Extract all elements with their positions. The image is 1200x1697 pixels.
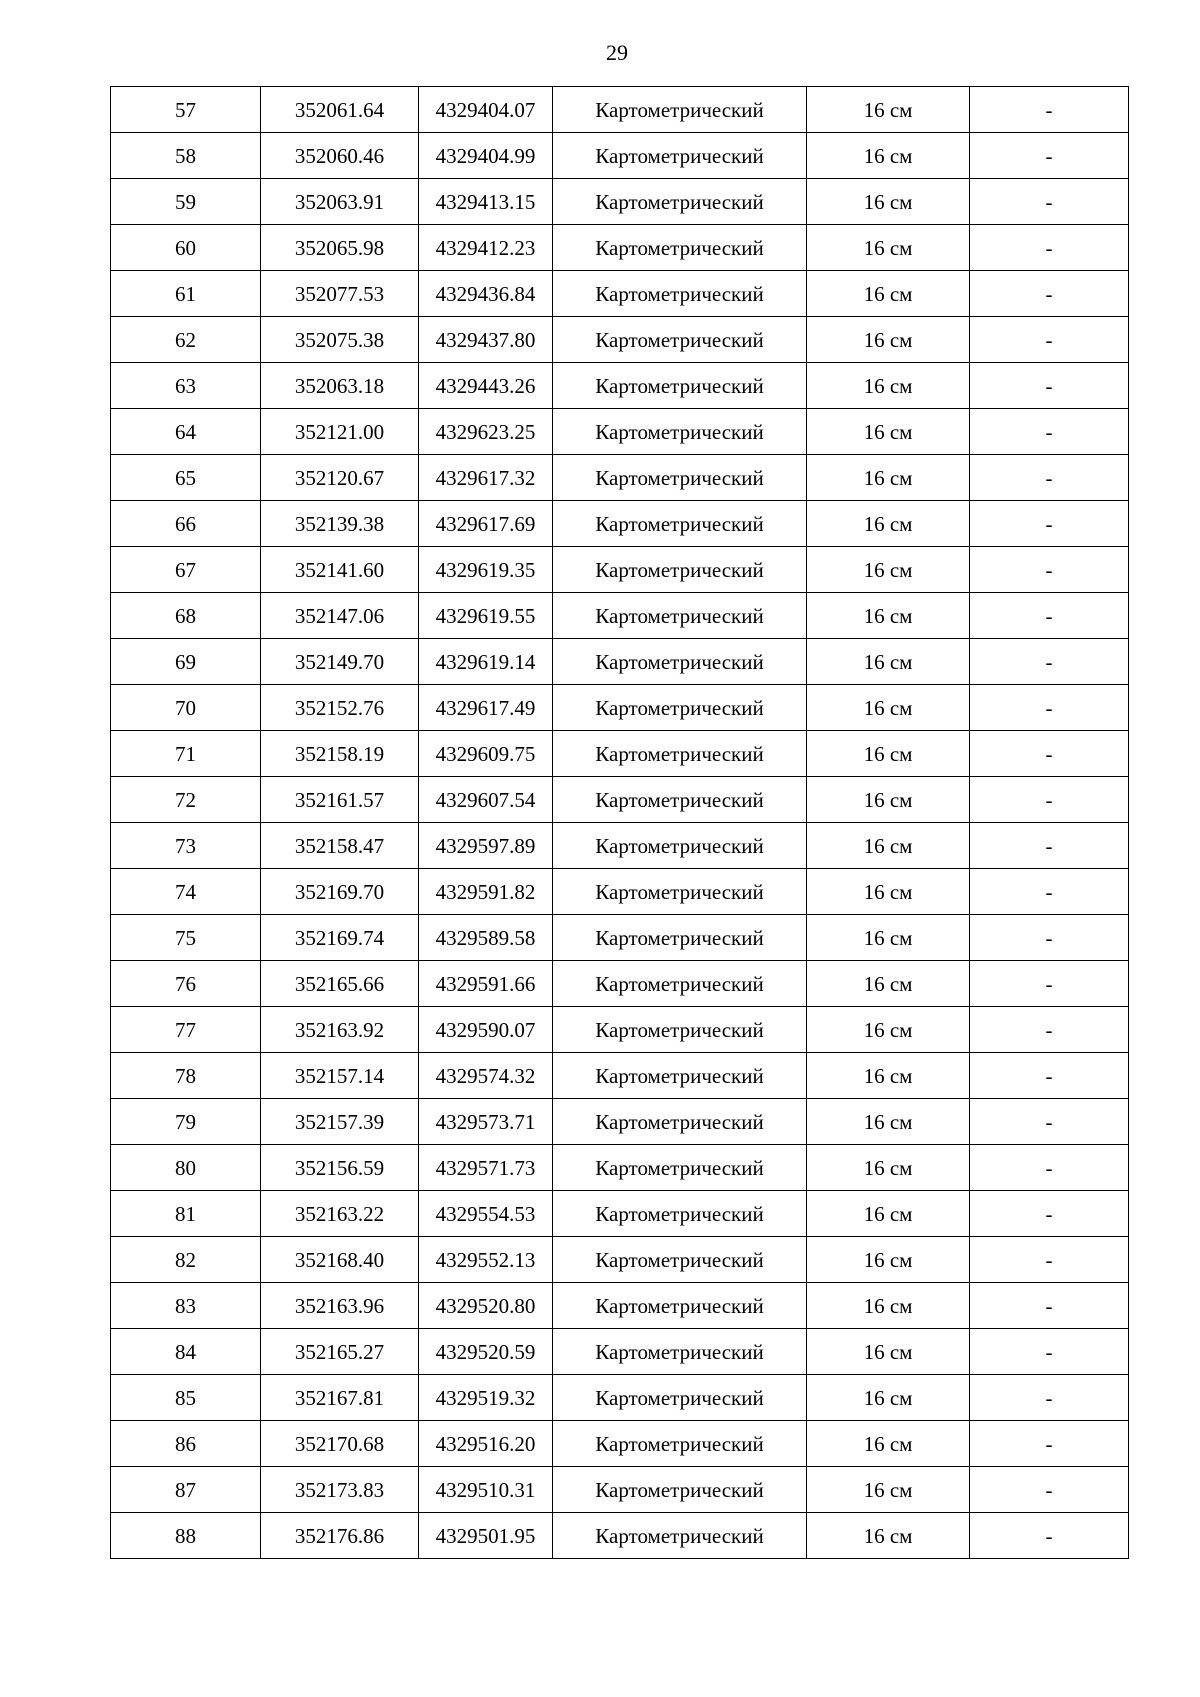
precision-cell: 16 см bbox=[807, 593, 970, 639]
description-cell: - bbox=[970, 317, 1129, 363]
x-coordinate-cell: 352176.86 bbox=[261, 1513, 419, 1559]
y-coordinate-cell: 4329617.32 bbox=[419, 455, 553, 501]
precision-cell: 16 см bbox=[807, 1329, 970, 1375]
point-number-cell: 67 bbox=[111, 547, 261, 593]
method-cell: Картометрический bbox=[553, 639, 807, 685]
precision-cell: 16 см bbox=[807, 731, 970, 777]
precision-cell: 16 см bbox=[807, 1283, 970, 1329]
point-number-cell: 83 bbox=[111, 1283, 261, 1329]
y-coordinate-cell: 4329404.07 bbox=[419, 87, 553, 133]
method-cell: Картометрический bbox=[553, 133, 807, 179]
x-coordinate-cell: 352121.00 bbox=[261, 409, 419, 455]
y-coordinate-cell: 4329617.49 bbox=[419, 685, 553, 731]
table-row bbox=[111, 1145, 1129, 1191]
description-cell: - bbox=[970, 1375, 1129, 1421]
table-row bbox=[111, 317, 1129, 363]
point-number-cell: 86 bbox=[111, 1421, 261, 1467]
method-cell: Картометрический bbox=[553, 1145, 807, 1191]
x-coordinate-cell: 352120.67 bbox=[261, 455, 419, 501]
description-cell: - bbox=[970, 1237, 1129, 1283]
x-coordinate-cell: 352163.92 bbox=[261, 1007, 419, 1053]
precision-cell: 16 см bbox=[807, 409, 970, 455]
method-cell: Картометрический bbox=[553, 731, 807, 777]
x-coordinate-cell: 352158.19 bbox=[261, 731, 419, 777]
description-cell: - bbox=[970, 823, 1129, 869]
method-cell: Картометрический bbox=[553, 1421, 807, 1467]
table-row bbox=[111, 1421, 1129, 1467]
description-cell: - bbox=[970, 501, 1129, 547]
point-number-cell: 59 bbox=[111, 179, 261, 225]
x-coordinate-cell: 352147.06 bbox=[261, 593, 419, 639]
table-row bbox=[111, 1237, 1129, 1283]
y-coordinate-cell: 4329412.23 bbox=[419, 225, 553, 271]
point-number-cell: 72 bbox=[111, 777, 261, 823]
x-coordinate-cell: 352075.38 bbox=[261, 317, 419, 363]
precision-cell: 16 см bbox=[807, 225, 970, 271]
table-row bbox=[111, 777, 1129, 823]
description-cell: - bbox=[970, 1053, 1129, 1099]
precision-cell: 16 см bbox=[807, 1007, 970, 1053]
point-number-cell: 76 bbox=[111, 961, 261, 1007]
method-cell: Картометрический bbox=[553, 179, 807, 225]
precision-cell: 16 см bbox=[807, 317, 970, 363]
x-coordinate-cell: 352165.66 bbox=[261, 961, 419, 1007]
method-cell: Картометрический bbox=[553, 271, 807, 317]
precision-cell: 16 см bbox=[807, 179, 970, 225]
y-coordinate-cell: 4329619.14 bbox=[419, 639, 553, 685]
table-row bbox=[111, 1191, 1129, 1237]
point-number-cell: 84 bbox=[111, 1329, 261, 1375]
table-row bbox=[111, 1467, 1129, 1513]
description-cell: - bbox=[970, 1145, 1129, 1191]
point-number-cell: 75 bbox=[111, 915, 261, 961]
point-number-cell: 62 bbox=[111, 317, 261, 363]
x-coordinate-cell: 352163.22 bbox=[261, 1191, 419, 1237]
description-cell: - bbox=[970, 363, 1129, 409]
precision-cell: 16 см bbox=[807, 455, 970, 501]
precision-cell: 16 см bbox=[807, 1237, 970, 1283]
description-cell: - bbox=[970, 87, 1129, 133]
table-row bbox=[111, 823, 1129, 869]
point-number-cell: 79 bbox=[111, 1099, 261, 1145]
method-cell: Картометрический bbox=[553, 823, 807, 869]
x-coordinate-cell: 352065.98 bbox=[261, 225, 419, 271]
table-row bbox=[111, 87, 1129, 133]
description-cell: - bbox=[970, 777, 1129, 823]
table-row bbox=[111, 915, 1129, 961]
precision-cell: 16 см bbox=[807, 1145, 970, 1191]
table-row bbox=[111, 363, 1129, 409]
method-cell: Картометрический bbox=[553, 777, 807, 823]
point-number-cell: 65 bbox=[111, 455, 261, 501]
point-number-cell: 78 bbox=[111, 1053, 261, 1099]
precision-cell: 16 см bbox=[807, 823, 970, 869]
method-cell: Картометрический bbox=[553, 593, 807, 639]
y-coordinate-cell: 4329607.54 bbox=[419, 777, 553, 823]
y-coordinate-cell: 4329520.80 bbox=[419, 1283, 553, 1329]
y-coordinate-cell: 4329501.95 bbox=[419, 1513, 553, 1559]
precision-cell: 16 см bbox=[807, 639, 970, 685]
method-cell: Картометрический bbox=[553, 225, 807, 271]
precision-cell: 16 см bbox=[807, 363, 970, 409]
description-cell: - bbox=[970, 1467, 1129, 1513]
precision-cell: 16 см bbox=[807, 869, 970, 915]
coordinates-table bbox=[110, 86, 1129, 1559]
point-number-cell: 69 bbox=[111, 639, 261, 685]
description-cell: - bbox=[970, 1421, 1129, 1467]
description-cell: - bbox=[970, 133, 1129, 179]
precision-cell: 16 см bbox=[807, 547, 970, 593]
table-row bbox=[111, 1099, 1129, 1145]
precision-cell: 16 см bbox=[807, 1467, 970, 1513]
table-row bbox=[111, 409, 1129, 455]
method-cell: Картометрический bbox=[553, 317, 807, 363]
method-cell: Картометрический bbox=[553, 1191, 807, 1237]
point-number-cell: 82 bbox=[111, 1237, 261, 1283]
point-number-cell: 60 bbox=[111, 225, 261, 271]
description-cell: - bbox=[970, 547, 1129, 593]
table-row bbox=[111, 1375, 1129, 1421]
precision-cell: 16 см bbox=[807, 501, 970, 547]
description-cell: - bbox=[970, 685, 1129, 731]
table-row bbox=[111, 593, 1129, 639]
description-cell: - bbox=[970, 731, 1129, 777]
x-coordinate-cell: 352061.64 bbox=[261, 87, 419, 133]
x-coordinate-cell: 352158.47 bbox=[261, 823, 419, 869]
y-coordinate-cell: 4329591.66 bbox=[419, 961, 553, 1007]
y-coordinate-cell: 4329623.25 bbox=[419, 409, 553, 455]
description-cell: - bbox=[970, 271, 1129, 317]
point-number-cell: 74 bbox=[111, 869, 261, 915]
x-coordinate-cell: 352170.68 bbox=[261, 1421, 419, 1467]
precision-cell: 16 см bbox=[807, 961, 970, 1007]
description-cell: - bbox=[970, 1099, 1129, 1145]
point-number-cell: 87 bbox=[111, 1467, 261, 1513]
method-cell: Картометрический bbox=[553, 1467, 807, 1513]
method-cell: Картометрический bbox=[553, 409, 807, 455]
point-number-cell: 88 bbox=[111, 1513, 261, 1559]
x-coordinate-cell: 352152.76 bbox=[261, 685, 419, 731]
x-coordinate-cell: 352167.81 bbox=[261, 1375, 419, 1421]
table-row bbox=[111, 1007, 1129, 1053]
method-cell: Картометрический bbox=[553, 1053, 807, 1099]
method-cell: Картометрический bbox=[553, 87, 807, 133]
y-coordinate-cell: 4329590.07 bbox=[419, 1007, 553, 1053]
x-coordinate-cell: 352163.96 bbox=[261, 1283, 419, 1329]
table-row bbox=[111, 961, 1129, 1007]
method-cell: Картометрический bbox=[553, 501, 807, 547]
y-coordinate-cell: 4329617.69 bbox=[419, 501, 553, 547]
table-row bbox=[111, 225, 1129, 271]
y-coordinate-cell: 4329520.59 bbox=[419, 1329, 553, 1375]
x-coordinate-cell: 352161.57 bbox=[261, 777, 419, 823]
description-cell: - bbox=[970, 593, 1129, 639]
point-number-cell: 70 bbox=[111, 685, 261, 731]
y-coordinate-cell: 4329404.99 bbox=[419, 133, 553, 179]
table-row bbox=[111, 1053, 1129, 1099]
y-coordinate-cell: 4329510.31 bbox=[419, 1467, 553, 1513]
description-cell: - bbox=[970, 1283, 1129, 1329]
y-coordinate-cell: 4329573.71 bbox=[419, 1099, 553, 1145]
description-cell: - bbox=[970, 1191, 1129, 1237]
x-coordinate-cell: 352173.83 bbox=[261, 1467, 419, 1513]
table-row bbox=[111, 869, 1129, 915]
point-number-cell: 73 bbox=[111, 823, 261, 869]
point-number-cell: 64 bbox=[111, 409, 261, 455]
point-number-cell: 68 bbox=[111, 593, 261, 639]
method-cell: Картометрический bbox=[553, 547, 807, 593]
point-number-cell: 66 bbox=[111, 501, 261, 547]
y-coordinate-cell: 4329552.13 bbox=[419, 1237, 553, 1283]
x-coordinate-cell: 352165.27 bbox=[261, 1329, 419, 1375]
y-coordinate-cell: 4329436.84 bbox=[419, 271, 553, 317]
description-cell: - bbox=[970, 455, 1129, 501]
method-cell: Картометрический bbox=[553, 915, 807, 961]
table-row bbox=[111, 1329, 1129, 1375]
coordinates-table-body bbox=[111, 87, 1129, 1559]
table-row bbox=[111, 685, 1129, 731]
method-cell: Картометрический bbox=[553, 1329, 807, 1375]
x-coordinate-cell: 352149.70 bbox=[261, 639, 419, 685]
method-cell: Картометрический bbox=[553, 1099, 807, 1145]
table-row bbox=[111, 501, 1129, 547]
precision-cell: 16 см bbox=[807, 685, 970, 731]
description-cell: - bbox=[970, 409, 1129, 455]
precision-cell: 16 см bbox=[807, 777, 970, 823]
description-cell: - bbox=[970, 961, 1129, 1007]
y-coordinate-cell: 4329619.35 bbox=[419, 547, 553, 593]
x-coordinate-cell: 352157.14 bbox=[261, 1053, 419, 1099]
precision-cell: 16 см bbox=[807, 133, 970, 179]
table-row bbox=[111, 133, 1129, 179]
x-coordinate-cell: 352077.53 bbox=[261, 271, 419, 317]
method-cell: Картометрический bbox=[553, 1237, 807, 1283]
table-row bbox=[111, 731, 1129, 777]
method-cell: Картометрический bbox=[553, 363, 807, 409]
description-cell: - bbox=[970, 1007, 1129, 1053]
point-number-cell: 63 bbox=[111, 363, 261, 409]
description-cell: - bbox=[970, 179, 1129, 225]
y-coordinate-cell: 4329619.55 bbox=[419, 593, 553, 639]
page-number: 29 bbox=[606, 40, 628, 65]
precision-cell: 16 см bbox=[807, 915, 970, 961]
x-coordinate-cell: 352141.60 bbox=[261, 547, 419, 593]
precision-cell: 16 см bbox=[807, 87, 970, 133]
y-coordinate-cell: 4329554.53 bbox=[419, 1191, 553, 1237]
y-coordinate-cell: 4329571.73 bbox=[419, 1145, 553, 1191]
method-cell: Картометрический bbox=[553, 1513, 807, 1559]
precision-cell: 16 см bbox=[807, 1191, 970, 1237]
y-coordinate-cell: 4329574.32 bbox=[419, 1053, 553, 1099]
method-cell: Картометрический bbox=[553, 685, 807, 731]
precision-cell: 16 см bbox=[807, 1421, 970, 1467]
method-cell: Картометрический bbox=[553, 869, 807, 915]
y-coordinate-cell: 4329437.80 bbox=[419, 317, 553, 363]
point-number-cell: 71 bbox=[111, 731, 261, 777]
x-coordinate-cell: 352169.74 bbox=[261, 915, 419, 961]
y-coordinate-cell: 4329443.26 bbox=[419, 363, 553, 409]
precision-cell: 16 см bbox=[807, 1513, 970, 1559]
description-cell: - bbox=[970, 225, 1129, 271]
point-number-cell: 80 bbox=[111, 1145, 261, 1191]
y-coordinate-cell: 4329597.89 bbox=[419, 823, 553, 869]
method-cell: Картометрический bbox=[553, 1007, 807, 1053]
y-coordinate-cell: 4329519.32 bbox=[419, 1375, 553, 1421]
precision-cell: 16 см bbox=[807, 1053, 970, 1099]
x-coordinate-cell: 352157.39 bbox=[261, 1099, 419, 1145]
description-cell: - bbox=[970, 639, 1129, 685]
table-row bbox=[111, 1283, 1129, 1329]
x-coordinate-cell: 352060.46 bbox=[261, 133, 419, 179]
table-row bbox=[111, 1513, 1129, 1559]
table-row bbox=[111, 639, 1129, 685]
y-coordinate-cell: 4329589.58 bbox=[419, 915, 553, 961]
point-number-cell: 85 bbox=[111, 1375, 261, 1421]
x-coordinate-cell: 352063.91 bbox=[261, 179, 419, 225]
point-number-cell: 57 bbox=[111, 87, 261, 133]
method-cell: Картометрический bbox=[553, 1283, 807, 1329]
description-cell: - bbox=[970, 1329, 1129, 1375]
y-coordinate-cell: 4329609.75 bbox=[419, 731, 553, 777]
y-coordinate-cell: 4329591.82 bbox=[419, 869, 553, 915]
description-cell: - bbox=[970, 869, 1129, 915]
point-number-cell: 77 bbox=[111, 1007, 261, 1053]
table-row bbox=[111, 179, 1129, 225]
x-coordinate-cell: 352156.59 bbox=[261, 1145, 419, 1191]
x-coordinate-cell: 352168.40 bbox=[261, 1237, 419, 1283]
method-cell: Картометрический bbox=[553, 961, 807, 1007]
table-row bbox=[111, 271, 1129, 317]
method-cell: Картометрический bbox=[553, 1375, 807, 1421]
point-number-cell: 58 bbox=[111, 133, 261, 179]
description-cell: - bbox=[970, 915, 1129, 961]
point-number-cell: 81 bbox=[111, 1191, 261, 1237]
table-row bbox=[111, 547, 1129, 593]
y-coordinate-cell: 4329516.20 bbox=[419, 1421, 553, 1467]
precision-cell: 16 см bbox=[807, 271, 970, 317]
precision-cell: 16 см bbox=[807, 1375, 970, 1421]
point-number-cell: 61 bbox=[111, 271, 261, 317]
description-cell: - bbox=[970, 1513, 1129, 1559]
x-coordinate-cell: 352063.18 bbox=[261, 363, 419, 409]
x-coordinate-cell: 352139.38 bbox=[261, 501, 419, 547]
x-coordinate-cell: 352169.70 bbox=[261, 869, 419, 915]
method-cell: Картометрический bbox=[553, 455, 807, 501]
y-coordinate-cell: 4329413.15 bbox=[419, 179, 553, 225]
precision-cell: 16 см bbox=[807, 1099, 970, 1145]
table-row bbox=[111, 455, 1129, 501]
